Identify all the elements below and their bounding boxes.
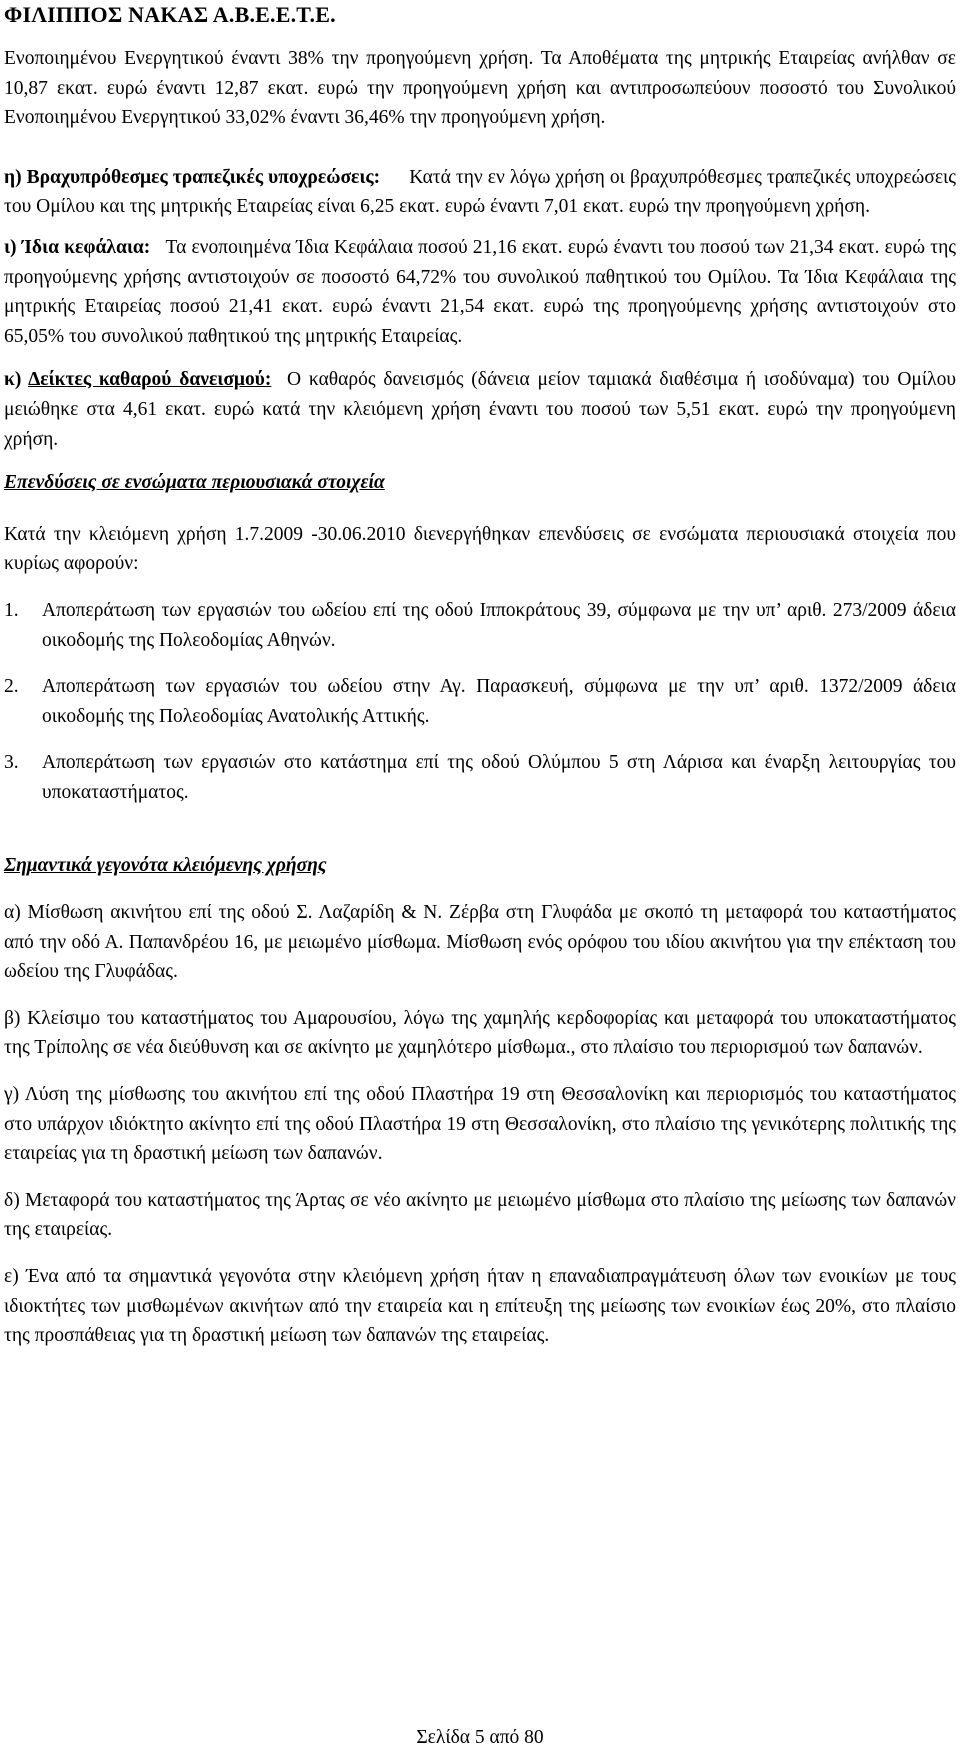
event-paragraph-d: δ) Μεταφορά του καταστήματος της Άρτας σε νέο ακίνητο με μειωμένο μίσθωμα στο πλαίσιο της μείωσης των δαπανών της εταιρείας. xyxy=(4,1189,956,1241)
events-heading: Σημαντικά γεγονότα κλειόμενης χρήσης xyxy=(4,855,327,877)
investments-heading: Επενδύσεις σε ενσώματα περιουσιακά στοιχεία xyxy=(4,472,385,494)
event-paragraph-e: ε) Ένα από τα σημαντικά γεγονότα στην κλειόμενη χρήση ήταν η επαναδιαπραγμάτευση όλων των ενοικίων με τους ιδιοκτήτες των μισθωμένων ακινήτων από την εταιρεία και η επίτευξη της μείωσης των ενοικίων έως 20%, στο πλαίσιο της προσπάθειας για τη δραστική μείωση των δαπανών της εταιρείας. xyxy=(4,1266,956,1347)
event-paragraph-b: β) Κλείσιμο του καταστήματος του Αμαρουσίου, λόγω της χαμηλής κερδοφορίας και μεταφορά του υποκαταστήματος της Τρίπολης σε νέα διεύθυνση και σε ακίνητο με χαμηλότερο μίσθωμα., στο πλαίσιο του περιορισμού των δαπανών. xyxy=(4,1007,956,1059)
investment-item-number: 1. xyxy=(4,599,19,621)
net-debt-prefix: κ) xyxy=(4,369,29,391)
document-body xyxy=(4,44,956,1351)
event-paragraph-c: γ) Λύση της μίσθωσης του ακινήτου επί της οδού Πλαστήρα 19 στη Θεσσαλονίκη και περιορισμός του καταστήματος στο υπάρχον ιδιόκτητο ακίνητο επί της οδού Πλαστήρα 19 στη Θεσσαλονίκη, στο πλαίσιο της γενικότερης πολιτικής της εταιρείας για τη δραστική μείωση των δαπανών. xyxy=(4,1084,956,1165)
investment-item-text: Αποπεράτωση των εργασιών του ωδείου στην Αγ. Παρασκευή, σύμφωνα με την υπ’ αριθ. 1372/2009 άδεια οικοδομής της Πολεοδομίας Ανατολικής Αττικής. xyxy=(42,676,956,727)
short-term-bank-liabilities-label: η) Βραχυπρόθεσμες τραπεζικές υποχρεώσεις: xyxy=(4,166,381,188)
investment-item-text: Αποπεράτωση των εργασιών στο κατάστημα επί της οδού Ολύμπου 5 στη Λάρισα και έναρξη λειτουργίας του υποκαταστήματος. xyxy=(42,752,956,803)
investment-item-text: Αποπεράτωση των εργασιών του ωδείου επί της οδού Ιπποκράτους 39, σύμφωνα με την υπ’ αριθ. 273/2009 άδεια οικοδομής της Πολεοδομίας Αθηνών. xyxy=(42,599,956,651)
net-debt-text: Ο καθαρός δανεισμός (δάνεια μείον ταμιακά διαθέσιμα ή ισοδύναμα) του Ομίλου μειώθηκε στα 4,61 εκατ. ευρώ κατά την κλειόμενη χρήση έναντι του ποσού των 5,51 εκατ. ευρώ την προηγούμενη χρήση. xyxy=(4,369,956,450)
company-header: ΦΙΛΙΠΠΟΣ ΝΑΚΑΣ Α.Β.Ε.Ε.Τ.Ε. xyxy=(4,2,336,27)
intro-paragraph: Ενοποιημένου Ενεργητικού έναντι 38% την προηγούμενη χρήση. Τα Αποθέματα της μητρικής Εταιρείας ανήλθαν σε 10,87 εκατ. ευρώ έναντι 12,87 εκατ. ευρώ την προηγούμενη χρήση και αντιπροσωπεύουν ποσοστό του Συνολικού Ενοποιημένου Ενεργητικού 33,02% έναντι 36,46% την προηγούμενη χρήση. xyxy=(4,48,956,129)
equity-text: Τα ενοποιημένα Ίδια Κεφάλαια ποσού 21,16 εκατ. ευρώ έναντι του ποσού των 21,34 εκατ. ευρώ της προηγούμενης χρήσης αντιστοιχούν σε ποσοστό 64,72% του συνολικού παθητικού του Ομίλου. Τα Ίδια Κεφάλαια της μητρικής Εταιρείας ποσού 21,41 εκατ. ευρώ έναντι 21,54 εκατ. ευρώ της προηγούμενης χρήσης αντιστοιχούν στο 65,05% του συνολικού παθητικού της μητρικής Εταιρείας. xyxy=(4,236,956,347)
net-debt-label: Δείκτες καθαρού δανεισμού: xyxy=(28,369,272,391)
short-term-bank-liabilities-text: Κατά την εν λόγω χρήση οι βραχυπρόθεσμες τραπεζικές υποχρεώσεις του Ομίλου και της μητρικής Εταιρείας είναι 6,25 εκατ. ευρώ έναντι 7,01 εκατ. ευρώ την προηγούμενη χρήση. xyxy=(4,166,957,218)
investment-item-3 xyxy=(4,748,956,807)
event-paragraph-a: α) Μίσθωση ακινήτου επί της οδού Σ. Λαζαρίδη & Ν. Ζέρβα στη Γλυφάδα με σκοπό τη μεταφορά του καταστήματος από την οδό Α. Παπανδρέου 16, με μειωμένο μίσθωμα. Μίσθωση ενός ορόφου του ιδίου ακινήτου για την επέκταση του ωδείου της Γλυφάδας. xyxy=(4,902,956,983)
page-number: Σελίδα 5 από 80 xyxy=(416,1727,544,1748)
short-term-bank-liabilities-paragraph xyxy=(4,163,956,222)
equity-paragraph xyxy=(4,233,956,351)
investment-item-1 xyxy=(4,596,956,655)
investment-item-number: 2. xyxy=(4,676,19,698)
equity-label: ι) Ίδια κεφάλαια: xyxy=(4,236,151,258)
investment-item-2 xyxy=(4,672,956,731)
net-debt-paragraph xyxy=(4,365,956,454)
investments-intro: Κατά την κλειόμενη χρήση 1.7.2009 -30.06.2010 διενεργήθηκαν επενδύσεις σε ενσώματα περιουσιακά στοιχεία που κυρίως αφορούν: xyxy=(4,523,956,575)
investment-item-number: 3. xyxy=(4,752,19,774)
